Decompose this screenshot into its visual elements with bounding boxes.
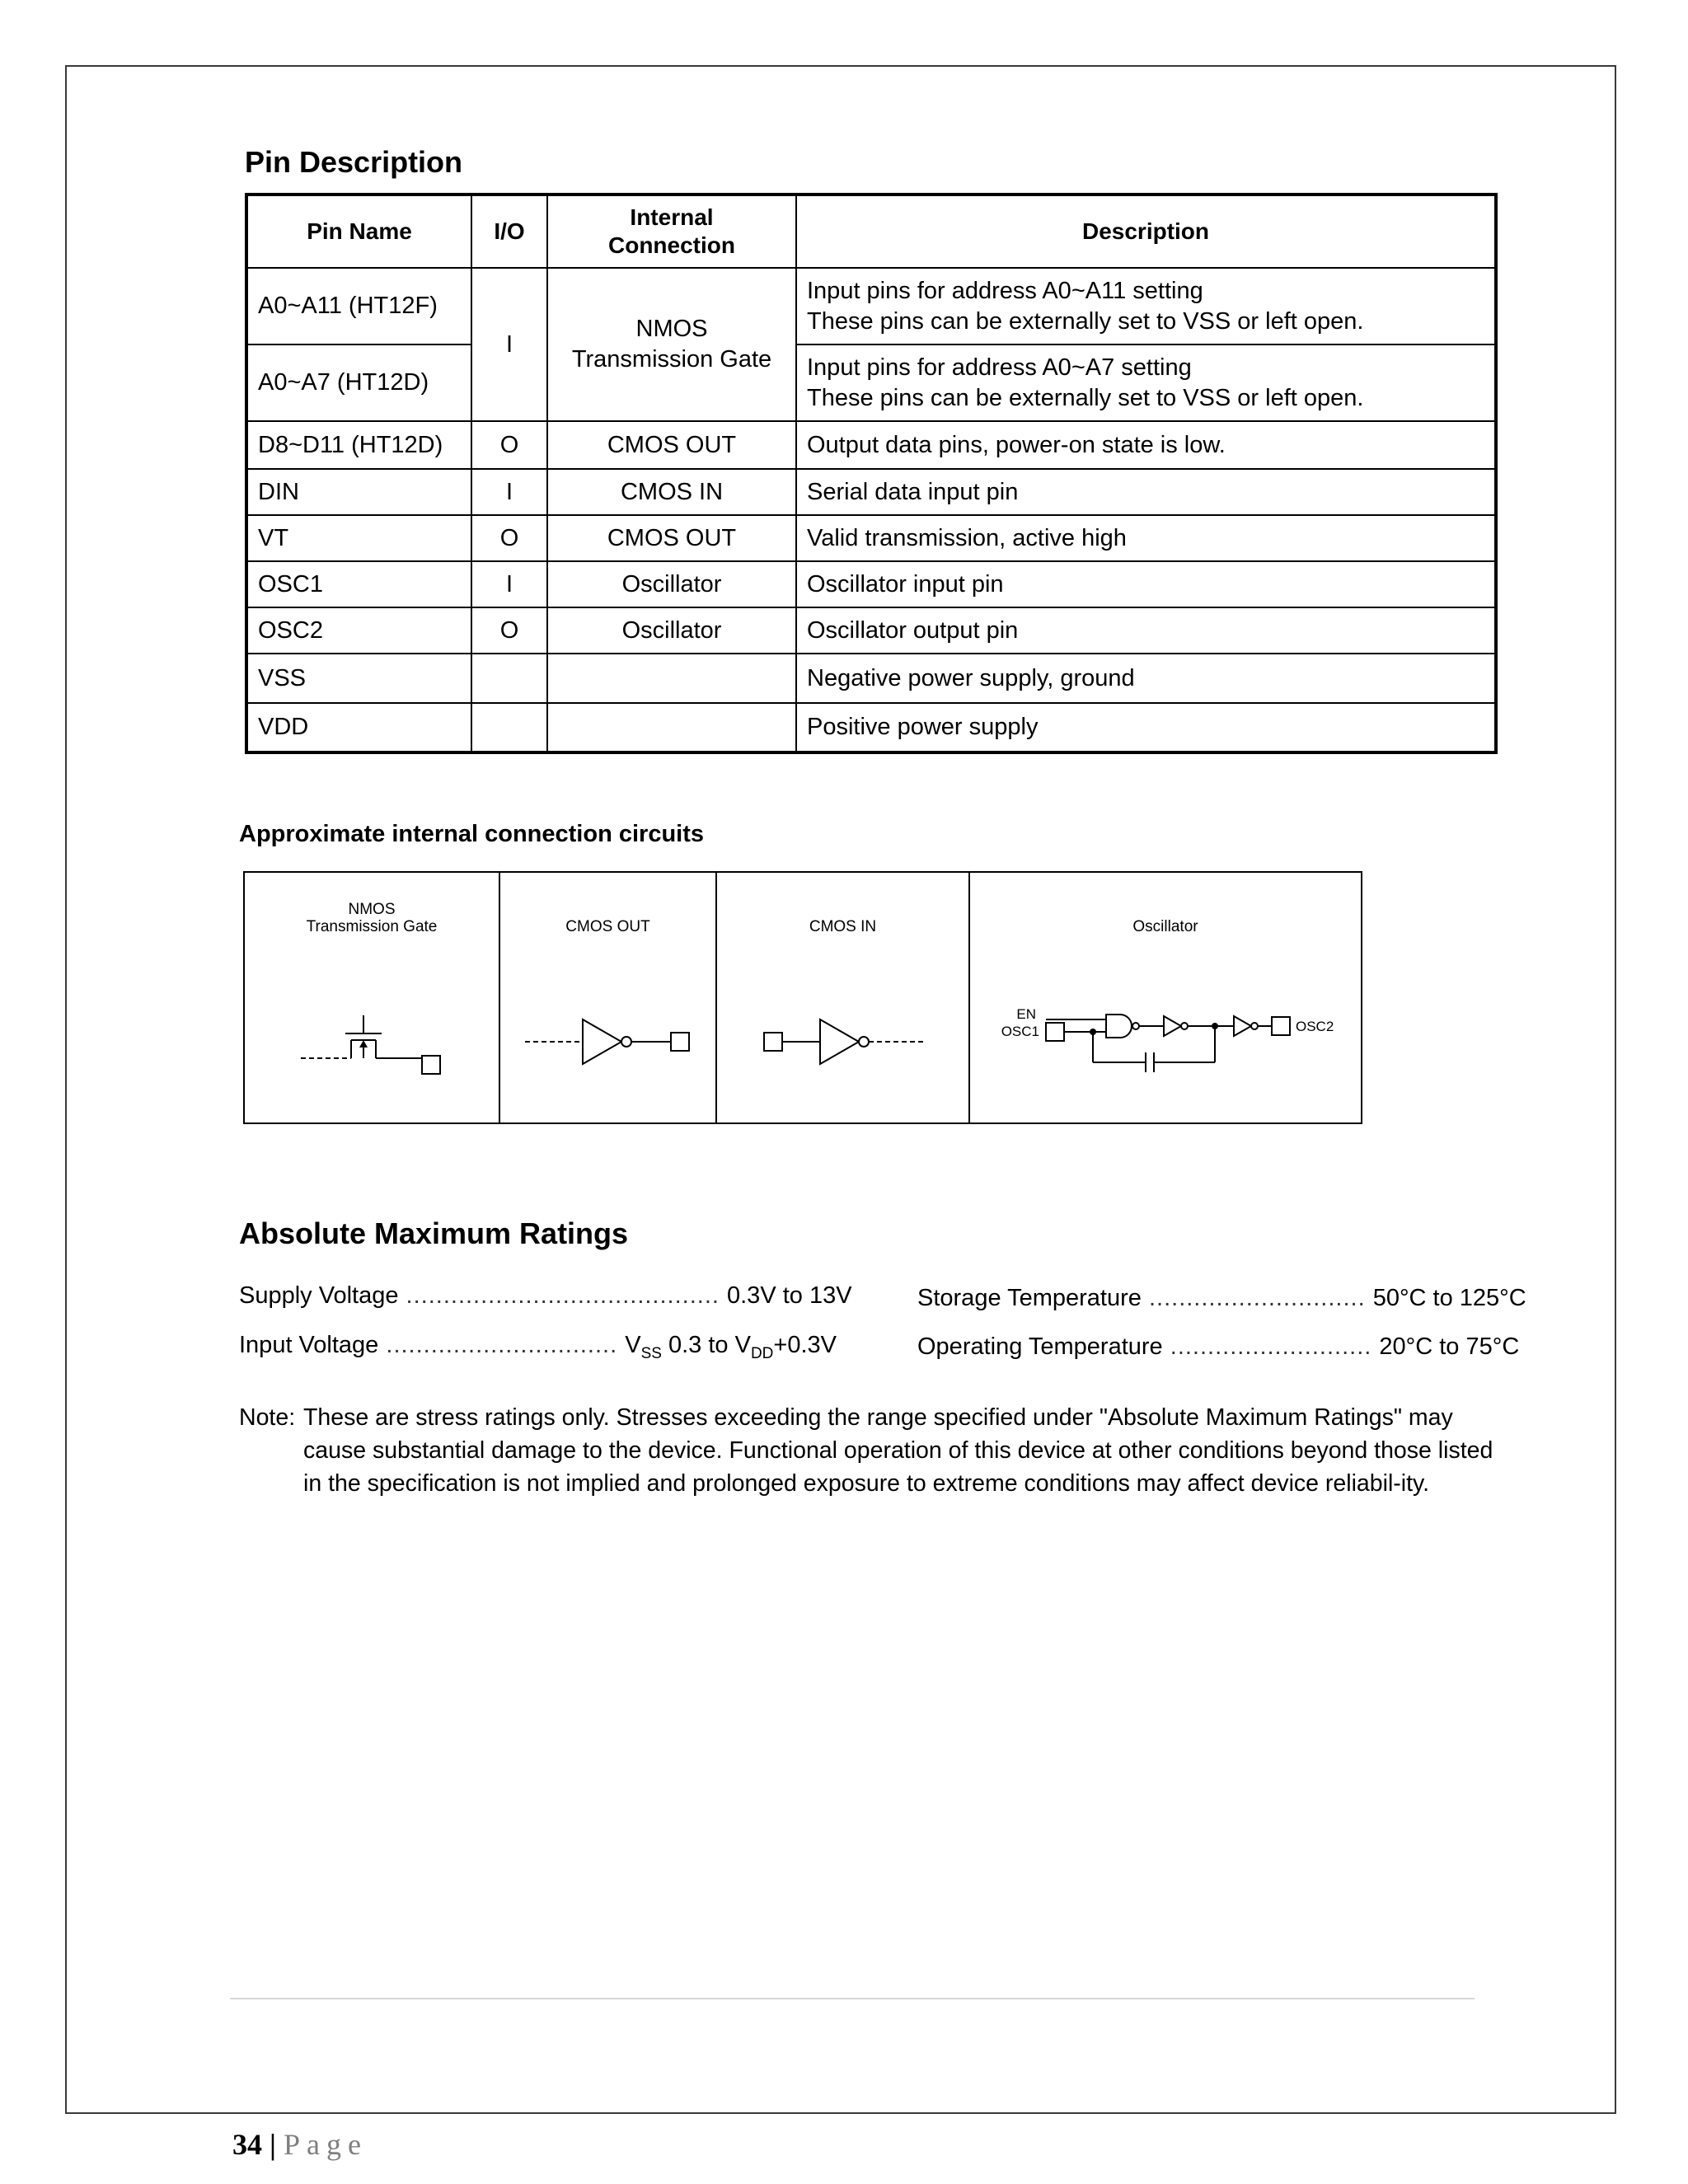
table-row	[246, 421, 1496, 469]
connection-cell	[547, 703, 796, 752]
io-cell	[471, 654, 547, 703]
supply-voltage-rating: Supply Voltage .......................................... 0.3V to 13V	[239, 1282, 852, 1309]
input-voltage-rating: Input Voltage ............................... $V_{SS}$ 0.3 to $V_{DD}+0.3V$	[239, 1332, 837, 1362]
table-row	[246, 703, 1496, 752]
pin-name-cell: OSC1	[246, 561, 471, 607]
oscillator-schematic-icon	[970, 873, 1364, 1126]
page-number: 34	[232, 2128, 262, 2161]
note-text: These are stress ratings only. Stresses exceeding the range specified under "Absolute Maximum Ratings" may cause substantial damage to the device. Functional operation of this device at other conditions beyond those listed in the specification is not implied and prolonged exposure to extreme conditions may affect device reliabil-ity.	[303, 1404, 1493, 1497]
absolute-max-ratings-title: Absolute Maximum Ratings	[239, 1216, 629, 1250]
operating-temperature-rating: Operating Temperature ........................... 20°C to 75°C	[917, 1333, 1520, 1360]
connection-cell: Oscillator	[547, 607, 796, 654]
table-row	[246, 344, 1496, 421]
osc1-pin-label: OSC1	[1001, 1024, 1039, 1039]
circuits-title: Approximate internal connection circuits	[239, 821, 704, 847]
description-cell: Oscillator input pin	[796, 561, 1496, 607]
connection-cell: CMOS OUT	[547, 421, 796, 469]
header-io: I/O	[471, 194, 547, 268]
table-row	[246, 469, 1496, 515]
page-word: Page	[283, 2128, 368, 2161]
io-cell	[471, 703, 547, 752]
description-cell: Positive power supply	[796, 703, 1496, 752]
pin-name-cell: VSS	[246, 654, 471, 703]
connection-cell: CMOS IN	[547, 469, 796, 515]
io-cell: O	[471, 421, 547, 469]
storage-temperature-rating: Storage Temperature ............................. 50°C to 125°C	[917, 1285, 1526, 1311]
pin-name-cell: OSC2	[246, 607, 471, 654]
header-internal-connection: Internal Connection	[547, 194, 796, 268]
oscillator-panel	[969, 872, 1362, 1123]
description-cell: Negative power supply, ground	[796, 654, 1496, 703]
table-header-row	[246, 194, 1496, 268]
table-row	[246, 515, 1496, 561]
oscillator-label: Oscillator	[1132, 918, 1198, 935]
io-cell: I	[471, 561, 547, 607]
cmos-out-schematic-icon	[500, 873, 717, 1126]
note-label: Note:	[239, 1404, 296, 1431]
nmos-arrow-icon	[359, 1040, 368, 1047]
pin-description-title: Pin Description	[245, 145, 463, 179]
description-cell: Oscillator output pin	[796, 607, 1496, 654]
io-cell: I	[471, 268, 547, 421]
cmos-in-schematic-icon	[717, 873, 970, 1126]
pin-name-cell: VDD	[246, 703, 471, 752]
header-description: Description	[796, 194, 1496, 268]
description-cell: Input pins for address A0~A7 setting These pins can be externally set to VSS or left open.	[796, 344, 1496, 421]
table-row	[246, 607, 1496, 654]
table-row	[246, 268, 1496, 344]
osc2-pin-label: OSC2	[1296, 1019, 1334, 1034]
circuits-table	[243, 871, 1362, 1124]
cmos-in-panel	[716, 872, 969, 1123]
nmos-gate-schematic-icon	[245, 873, 500, 1126]
table-row	[246, 561, 1496, 607]
page-footer	[232, 2127, 368, 2162]
nmos-gate-panel	[244, 872, 499, 1123]
header-pin-name: Pin Name	[246, 194, 471, 268]
pin-name-cell: DIN	[246, 469, 471, 515]
pin-name-cell: A0~A11 (HT12F)	[246, 268, 471, 344]
cmos-out-panel	[499, 872, 716, 1123]
connection-cell: NMOS Transmission Gate	[547, 268, 796, 421]
connection-cell: CMOS OUT	[547, 515, 796, 561]
cmos-in-label: CMOS IN	[809, 918, 877, 935]
pin-name-cell: D8~D11 (HT12D)	[246, 421, 471, 469]
pin-name-cell: A0~A7 (HT12D)	[246, 344, 471, 421]
io-cell: I	[471, 469, 547, 515]
description-cell: Valid transmission, active high	[796, 515, 1496, 561]
description-cell: Output data pins, power-on state is low.	[796, 421, 1496, 469]
footer-divider	[230, 1998, 1475, 1999]
en-pin-label: EN	[1016, 1006, 1036, 1022]
nmos-gate-label: NMOS Transmission Gate	[306, 901, 438, 935]
description-cell: Input pins for address A0~A11 setting These pins can be externally set to VSS or left open.	[796, 268, 1496, 344]
io-cell: O	[471, 515, 547, 561]
pin-description-table	[245, 193, 1498, 754]
cmos-out-label: CMOS OUT	[565, 918, 650, 935]
connection-cell: Oscillator	[547, 561, 796, 607]
connection-cell	[547, 654, 796, 703]
table-row	[246, 654, 1496, 703]
description-cell: Serial data input pin	[796, 469, 1496, 515]
page-separator: |	[270, 2128, 276, 2161]
ratings-note	[239, 1401, 1517, 1500]
pin-name-cell: VT	[246, 515, 471, 561]
io-cell: O	[471, 607, 547, 654]
